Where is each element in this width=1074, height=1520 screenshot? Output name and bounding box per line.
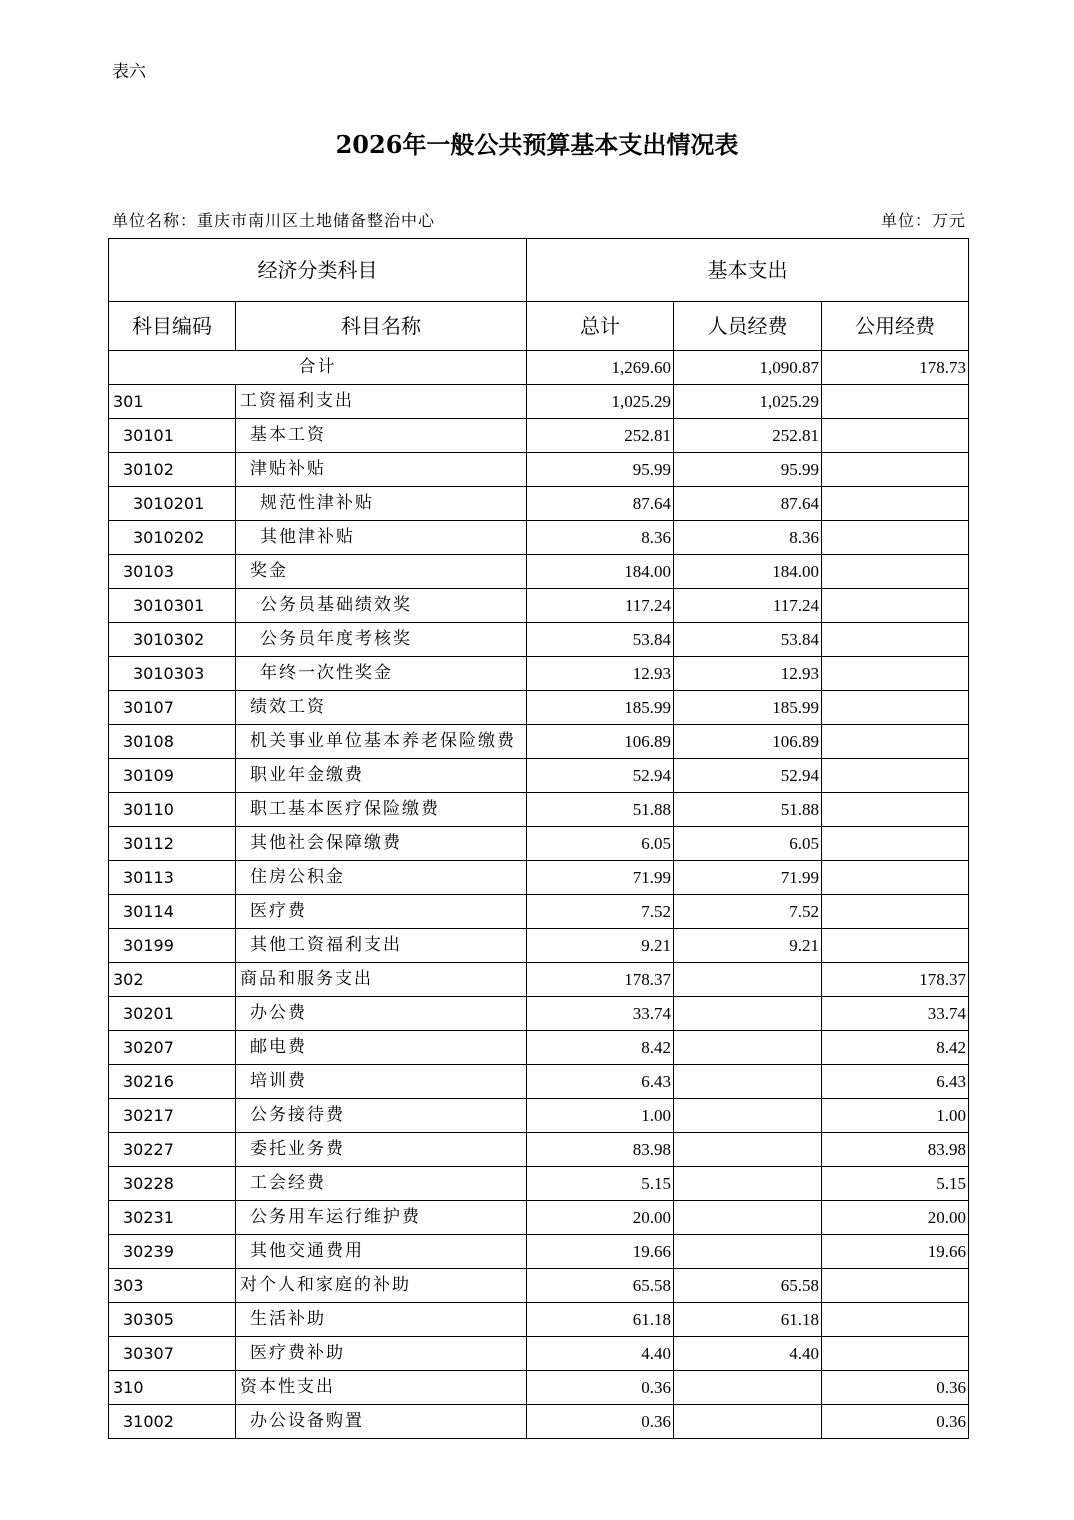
row-total: 8.36 [527,521,674,555]
row-personnel: 185.99 [674,691,822,725]
row-code: 30231 [109,1201,236,1235]
row-total: 6.43 [527,1065,674,1099]
row-public [822,793,969,827]
row-personnel: 87.64 [674,487,822,521]
row-name: 委托业务费 [236,1133,527,1167]
row-personnel: 252.81 [674,419,822,453]
row-total: 106.89 [527,725,674,759]
row-public: 1.00 [822,1099,969,1133]
row-total: 95.99 [527,453,674,487]
total-row [109,351,969,385]
header-economic-class: 经济分类科目 [109,239,527,302]
row-personnel [674,997,822,1031]
table-row [109,1133,969,1167]
header-group-row [109,239,969,302]
row-total: 12.93 [527,657,674,691]
header-basic-expenditure: 基本支出 [527,239,969,302]
header-personnel: 人员经费 [674,302,822,351]
row-name: 规范性津补贴 [236,487,527,521]
row-personnel: 4.40 [674,1337,822,1371]
row-personnel [674,1235,822,1269]
row-total: 7.52 [527,895,674,929]
row-name: 办公设备购置 [236,1405,527,1439]
row-name: 基本工资 [236,419,527,453]
table-row [109,589,969,623]
row-personnel: 184.00 [674,555,822,589]
total-sum: 1,269.60 [527,351,674,385]
row-name: 其他津补贴 [236,521,527,555]
row-public [822,487,969,521]
row-public [822,453,969,487]
table-row [109,1235,969,1269]
row-personnel: 106.89 [674,725,822,759]
unit-name: 单位名称：重庆市南川区土地储备整治中心 [112,211,436,230]
row-total: 53.84 [527,623,674,657]
row-name: 津贴补贴 [236,453,527,487]
table-row [109,1201,969,1235]
row-code: 3010302 [109,623,236,657]
table-row [109,725,969,759]
table-row [109,453,969,487]
row-code: 3010201 [109,487,236,521]
row-public [822,827,969,861]
row-total: 6.05 [527,827,674,861]
row-name: 机关事业单位基本养老保险缴费 [236,725,527,759]
row-name: 职业年金缴费 [236,759,527,793]
table-row [109,861,969,895]
row-total: 8.42 [527,1031,674,1065]
row-public [822,929,969,963]
row-total: 51.88 [527,793,674,827]
row-total: 19.66 [527,1235,674,1269]
row-public: 8.42 [822,1031,969,1065]
row-public [822,521,969,555]
row-code: 30101 [109,419,236,453]
row-name: 资本性支出 [236,1371,527,1405]
table-row [109,623,969,657]
row-total: 0.36 [527,1405,674,1439]
row-name: 公务员年度考核奖 [236,623,527,657]
row-name: 对个人和家庭的补助 [236,1269,527,1303]
row-code: 31002 [109,1405,236,1439]
row-code: 30109 [109,759,236,793]
row-code: 310 [109,1371,236,1405]
table-number-label: 表六 [112,62,146,82]
row-personnel [674,1371,822,1405]
row-name: 医疗费补助 [236,1337,527,1371]
row-total: 0.36 [527,1371,674,1405]
table-row [109,521,969,555]
table-row [109,827,969,861]
row-total: 83.98 [527,1133,674,1167]
row-total: 117.24 [527,589,674,623]
row-code: 30112 [109,827,236,861]
table-row [109,1269,969,1303]
row-public: 6.43 [822,1065,969,1099]
row-total: 9.21 [527,929,674,963]
row-public: 0.36 [822,1371,969,1405]
table-row [109,1065,969,1099]
table-row [109,793,969,827]
row-personnel: 65.58 [674,1269,822,1303]
currency-unit: 单位：万元 [880,211,966,230]
row-public: 20.00 [822,1201,969,1235]
row-total: 184.00 [527,555,674,589]
row-total: 1,025.29 [527,385,674,419]
table-row [109,385,969,419]
row-total: 1.00 [527,1099,674,1133]
row-total: 185.99 [527,691,674,725]
row-name: 公务接待费 [236,1099,527,1133]
total-personnel: 1,090.87 [674,351,822,385]
row-name: 绩效工资 [236,691,527,725]
row-total: 33.74 [527,997,674,1031]
row-personnel: 53.84 [674,623,822,657]
table-row [109,1371,969,1405]
table-row [109,419,969,453]
row-personnel: 117.24 [674,589,822,623]
row-code: 30201 [109,997,236,1031]
table-row [109,1405,969,1439]
table-row [109,691,969,725]
table-row [109,487,969,521]
page-title: 2026年一般公共预算基本支出情况表 [335,130,739,159]
row-personnel: 8.36 [674,521,822,555]
row-name: 年终一次性奖金 [236,657,527,691]
row-code: 30107 [109,691,236,725]
header-name: 科目名称 [236,302,527,351]
header-public: 公用经费 [822,302,969,351]
row-code: 30228 [109,1167,236,1201]
row-total: 71.99 [527,861,674,895]
row-name: 公务用车运行维护费 [236,1201,527,1235]
row-public [822,623,969,657]
row-public: 0.36 [822,1405,969,1439]
row-code: 30108 [109,725,236,759]
table-row [109,555,969,589]
row-public [822,589,969,623]
budget-table [108,238,969,1439]
table-row [109,657,969,691]
row-personnel [674,963,822,997]
row-name: 其他工资福利支出 [236,929,527,963]
row-public [822,895,969,929]
row-total: 61.18 [527,1303,674,1337]
row-personnel: 95.99 [674,453,822,487]
row-total: 20.00 [527,1201,674,1235]
row-public [822,385,969,419]
row-personnel: 7.52 [674,895,822,929]
row-code: 30307 [109,1337,236,1371]
row-code: 302 [109,963,236,997]
row-code: 30102 [109,453,236,487]
row-public [822,861,969,895]
table-row [109,1099,969,1133]
table-row [109,1167,969,1201]
row-code: 30239 [109,1235,236,1269]
row-name: 公务员基础绩效奖 [236,589,527,623]
row-personnel [674,1031,822,1065]
header-code: 科目编码 [109,302,236,351]
row-personnel [674,1065,822,1099]
row-public [822,1337,969,1371]
row-code: 30305 [109,1303,236,1337]
row-personnel [674,1133,822,1167]
row-personnel [674,1201,822,1235]
row-public: 19.66 [822,1235,969,1269]
table-row [109,1303,969,1337]
row-code: 30217 [109,1099,236,1133]
table-row [109,1337,969,1371]
row-public [822,419,969,453]
row-name: 生活补助 [236,1303,527,1337]
row-personnel: 12.93 [674,657,822,691]
row-public [822,725,969,759]
row-code: 30216 [109,1065,236,1099]
row-code: 30227 [109,1133,236,1167]
row-personnel: 71.99 [674,861,822,895]
row-code: 303 [109,1269,236,1303]
row-name: 工资福利支出 [236,385,527,419]
table-row [109,895,969,929]
row-personnel: 51.88 [674,793,822,827]
row-personnel [674,1099,822,1133]
row-total: 5.15 [527,1167,674,1201]
row-public: 83.98 [822,1133,969,1167]
row-public: 33.74 [822,997,969,1031]
row-public [822,1269,969,1303]
row-code: 3010301 [109,589,236,623]
row-code: 30199 [109,929,236,963]
table-row [109,997,969,1031]
row-personnel: 6.05 [674,827,822,861]
table-row [109,759,969,793]
row-name: 培训费 [236,1065,527,1099]
row-code: 30114 [109,895,236,929]
row-personnel: 9.21 [674,929,822,963]
row-code: 30207 [109,1031,236,1065]
row-public [822,1303,969,1337]
header-total: 总计 [527,302,674,351]
row-public: 178.37 [822,963,969,997]
header-column-row [109,302,969,351]
row-public: 5.15 [822,1167,969,1201]
total-label: 合计 [109,351,527,385]
row-name: 商品和服务支出 [236,963,527,997]
row-name: 职工基本医疗保险缴费 [236,793,527,827]
row-name: 医疗费 [236,895,527,929]
row-public [822,657,969,691]
row-total: 178.37 [527,963,674,997]
row-personnel: 52.94 [674,759,822,793]
row-personnel [674,1405,822,1439]
table-row [109,963,969,997]
row-code: 30113 [109,861,236,895]
row-code: 3010202 [109,521,236,555]
row-code: 301 [109,385,236,419]
row-total: 52.94 [527,759,674,793]
row-personnel: 1,025.29 [674,385,822,419]
row-total: 252.81 [527,419,674,453]
row-personnel [674,1167,822,1201]
row-name: 奖金 [236,555,527,589]
total-public: 178.73 [822,351,969,385]
row-name: 其他社会保障缴费 [236,827,527,861]
table-row [109,1031,969,1065]
row-public [822,555,969,589]
row-name: 其他交通费用 [236,1235,527,1269]
row-total: 87.64 [527,487,674,521]
row-code: 30103 [109,555,236,589]
row-name: 办公费 [236,997,527,1031]
row-name: 邮电费 [236,1031,527,1065]
table-row [109,929,969,963]
row-personnel: 61.18 [674,1303,822,1337]
row-total: 65.58 [527,1269,674,1303]
row-name: 住房公积金 [236,861,527,895]
row-code: 30110 [109,793,236,827]
row-name: 工会经费 [236,1167,527,1201]
row-code: 3010303 [109,657,236,691]
row-public [822,691,969,725]
row-public [822,759,969,793]
row-total: 4.40 [527,1337,674,1371]
